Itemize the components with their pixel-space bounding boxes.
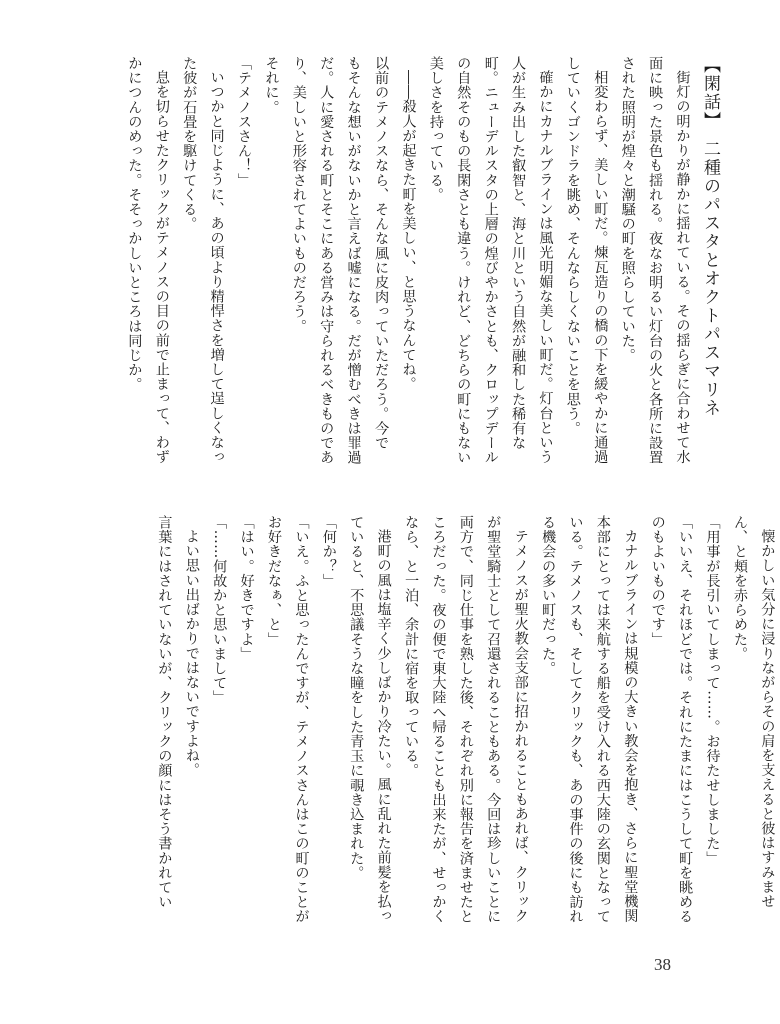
text-line: 本部にとっては来航する船を受け入れる西大陸の玄関となって <box>594 515 611 924</box>
text-line: 「いいえ、それほどでは。それにたまにはこうして町を眺める <box>677 515 694 924</box>
text-line: 港町の風は塩辛く少しばかり冷たい。風に乱れた前髪を払っ <box>375 529 392 924</box>
text-line: 人が生み出した叡智と、海と川という自然が融和した稀有な <box>510 56 527 451</box>
lower-text-block <box>150 515 780 945</box>
text-line: それに。 <box>263 56 280 115</box>
chapter-tag: 【閑話】 <box>699 56 720 130</box>
text-line: 確かにカナルブラインは風光明媚な美しい町だ。灯台という <box>537 70 554 465</box>
text-line: 相変わらず、美しい町だ。煉瓦造りの橋の下を緩やかに通過 <box>592 70 609 465</box>
chapter-title-text: 二種のパスタとオクトパスマリネ <box>699 140 720 418</box>
page-number: 38 <box>654 955 671 974</box>
chapter-title <box>696 56 723 496</box>
text-line: もそんな想いがないかと言えば嘘になる。だが憎むべきは罪過 <box>345 56 362 465</box>
text-line: 街灯の明かりが静かに揺れている。その揺らぎに合わせて水 <box>674 70 691 465</box>
text-line: ていると、不思議そうな瞳をした青玉に覗き込まれた。 <box>348 515 365 880</box>
text-line: り、美しいと形容されてよいものだろう。 <box>290 56 307 334</box>
text-line: 息を切らせたクリックがテメノスの目の前で止まって、わず <box>153 70 170 465</box>
text-line: が聖堂騎士として召還されることもある。今回は珍しいことに <box>485 515 502 924</box>
text-line: 懐かしい気分に浸りながらその肩を支えると彼はすみませ <box>759 529 776 909</box>
upper-text-block <box>120 56 723 496</box>
text-line: 「何か？」 <box>320 515 337 588</box>
text-line: 「いえ。ふと思ったんですが、テメノスさんはこの町のことが <box>293 515 310 924</box>
text-line: 「はい。好きですよ」 <box>238 515 255 661</box>
text-line: 「テメノスさん！」 <box>236 56 253 188</box>
text-line: していくゴンドラを眺め、そんならしくないことを思う。 <box>564 56 581 436</box>
text-line: 言葉にはされていないが、クリックの顔にはそう書かれてい <box>156 515 173 910</box>
text-line: よい思い出ばかりではないですよね。 <box>183 529 200 778</box>
text-line: カナルブラインは規模の大きい教会を抱き、さらに聖堂機関 <box>622 529 639 924</box>
text-line: いる。テメノスも、そしてクリックも、あの事件の後にも訪れ <box>567 515 584 924</box>
text-line: お好きだなぁ、と」 <box>266 515 283 647</box>
text-line: ころだった。夜の便で東大陸へ帰ることも出来たが、せっかく <box>430 515 447 924</box>
text-line: 「……何故かと思いまして」 <box>211 515 228 705</box>
text-line: ん、と頬を赤らめた。 <box>731 515 748 661</box>
text-line: なら、と一泊、余計に宿を取っている。 <box>403 515 420 778</box>
text-line: かにつんのめった。そそっかしいところは同じか。 <box>126 56 143 392</box>
text-line: だ。人に愛される町とそこにある営みは守られるべきものであ <box>318 56 335 465</box>
text-line: いつかと同じように、あの頃より精悍さを増して逞しくなっ <box>208 70 225 465</box>
text-line: た彼が石畳を駆けてくる。 <box>181 56 198 232</box>
text-line: ――殺人が起きた町を美しい、と思うなんてね。 <box>400 70 417 392</box>
text-line: 面に映った景色も揺れる。夜なお明るい灯台の火と各所に設置 <box>647 56 664 465</box>
text-line: 以前のテメノスなら、そんな風に皮肉っていただろう。今で <box>373 56 390 451</box>
text-line: 町。ニューデルスタの上層の煌びやかさとも、クロップデール <box>482 56 499 465</box>
text-line: テメノスが聖火教会支部に招かれることもあれば、クリック <box>512 529 529 924</box>
text-line: された照明が煌々と潮騒の町を照らしていた。 <box>619 56 636 363</box>
text-line: 美しさを持っている。 <box>427 56 444 202</box>
text-line: の自然そのもの長閑さとも違う。けれど、どちらの町にもない <box>455 56 472 465</box>
text-line: 「用事が長引いてしまって……。お待たせしました」 <box>704 515 721 866</box>
text-line: 両方で、同じ仕事を熟した後、それぞれ別に報告を済ませたと <box>457 515 474 924</box>
text-line: のもよいものです」 <box>649 515 666 647</box>
text-line: る機会の多い町だった。 <box>540 515 557 676</box>
